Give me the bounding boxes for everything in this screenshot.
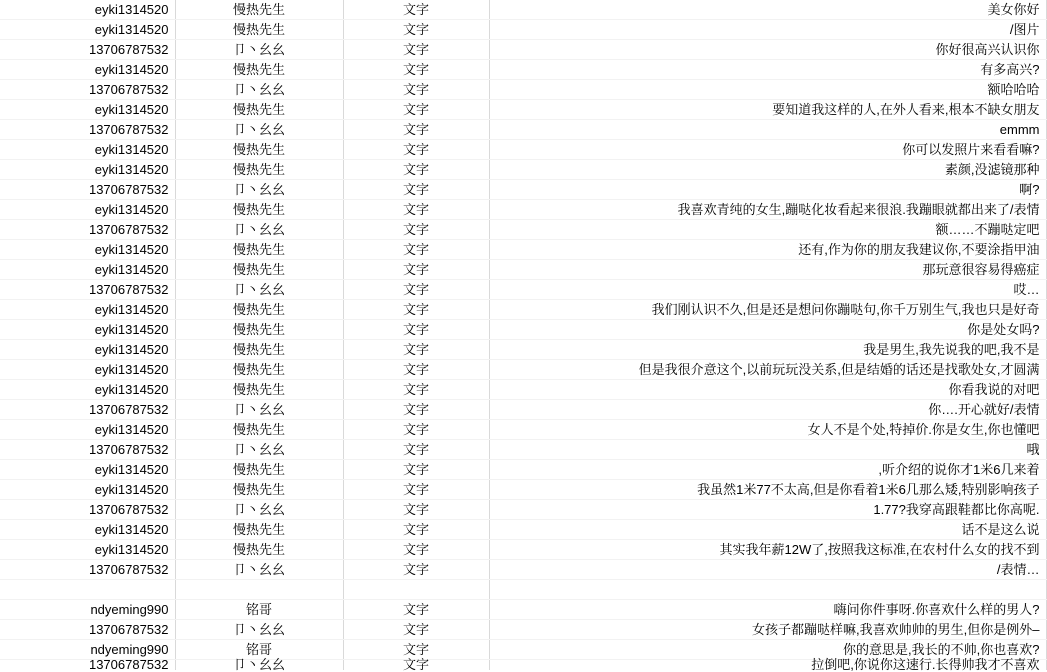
cell-account[interactable]: eyki1314520	[0, 480, 175, 500]
cell-nickname[interactable]: 卩丶幺幺	[175, 220, 343, 240]
cell-account[interactable]	[0, 580, 175, 600]
cell-message[interactable]: 哦	[489, 440, 1046, 460]
cell-account[interactable]: ndyeming990	[0, 640, 175, 660]
cell-type[interactable]: 文字	[343, 400, 489, 420]
table-row[interactable]	[0, 480, 1046, 500]
cell-account[interactable]: eyki1314520	[0, 340, 175, 360]
cell-message[interactable]: 你看我说的对吧	[489, 380, 1046, 400]
cell-nickname[interactable]: 慢热先生	[175, 460, 343, 480]
cell-account[interactable]: eyki1314520	[0, 420, 175, 440]
cell-account[interactable]: eyki1314520	[0, 520, 175, 540]
cell-type[interactable]: 文字	[343, 200, 489, 220]
cell-type[interactable]: 文字	[343, 240, 489, 260]
cell-nickname[interactable]: 慢热先生	[175, 260, 343, 280]
cell-type[interactable]: 文字	[343, 80, 489, 100]
cell-account[interactable]: 13706787532	[0, 560, 175, 580]
cell-account[interactable]: 13706787532	[0, 620, 175, 640]
cell-type[interactable]: 文字	[343, 20, 489, 40]
table-row[interactable]	[0, 660, 1046, 671]
cell-nickname[interactable]: 慢热先生	[175, 480, 343, 500]
cell-nickname[interactable]: 慢热先生	[175, 100, 343, 120]
cell-type[interactable]: 文字	[343, 620, 489, 640]
cell-type[interactable]: 文字	[343, 60, 489, 80]
cell-nickname[interactable]: 卩丶幺幺	[175, 440, 343, 460]
table-row[interactable]	[0, 180, 1046, 200]
table-row[interactable]	[0, 260, 1046, 280]
table-row-spacer[interactable]	[0, 580, 1046, 600]
cell-type[interactable]: 文字	[343, 440, 489, 460]
table-row[interactable]	[0, 560, 1046, 580]
cell-message[interactable]: 你可以发照片来看看嘛?	[489, 140, 1046, 160]
cell-account[interactable]: eyki1314520	[0, 380, 175, 400]
cell-nickname[interactable]: 卩丶幺幺	[175, 80, 343, 100]
cell-nickname[interactable]: 卩丶幺幺	[175, 560, 343, 580]
cell-nickname[interactable]: 卩丶幺幺	[175, 500, 343, 520]
cell-message[interactable]: 你是处女吗?	[489, 320, 1046, 340]
table-row[interactable]	[0, 120, 1046, 140]
table-row[interactable]	[0, 240, 1046, 260]
cell-account[interactable]: eyki1314520	[0, 160, 175, 180]
cell-message[interactable]: 女人不是个处,特掉价.你是女生,你也懂吧	[489, 420, 1046, 440]
cell-message[interactable]: 但是我很介意这个,以前玩玩没关系,但是结婚的话还是找歌处女,才圆满	[489, 360, 1046, 380]
cell-message[interactable]: 啊?	[489, 180, 1046, 200]
cell-nickname[interactable]: 慢热先生	[175, 360, 343, 380]
cell-type[interactable]: 文字	[343, 520, 489, 540]
cell-nickname[interactable]	[175, 580, 343, 600]
cell-message[interactable]: 有多高兴?	[489, 60, 1046, 80]
table-row[interactable]	[0, 40, 1046, 60]
cell-type[interactable]: 文字	[343, 180, 489, 200]
cell-type[interactable]: 文字	[343, 0, 489, 20]
cell-message[interactable]: 要知道我这样的人,在外人看来,根本不缺女朋友	[489, 100, 1046, 120]
cell-account[interactable]: eyki1314520	[0, 460, 175, 480]
table-row[interactable]	[0, 220, 1046, 240]
cell-type[interactable]: 文字	[343, 540, 489, 560]
cell-nickname[interactable]: 卩丶幺幺	[175, 280, 343, 300]
cell-message[interactable]: 还有,作为你的朋友我建议你,不要涂指甲油	[489, 240, 1046, 260]
table-row[interactable]	[0, 380, 1046, 400]
table-row[interactable]	[0, 300, 1046, 320]
cell-type[interactable]: 文字	[343, 340, 489, 360]
cell-message[interactable]: 你….开心就好/表情	[489, 400, 1046, 420]
cell-account[interactable]: eyki1314520	[0, 300, 175, 320]
table-row[interactable]	[0, 500, 1046, 520]
cell-account[interactable]: ndyeming990	[0, 600, 175, 620]
cell-nickname[interactable]: 卩丶幺幺	[175, 660, 343, 671]
cell-type[interactable]: 文字	[343, 460, 489, 480]
cell-account[interactable]: 13706787532	[0, 80, 175, 100]
cell-message[interactable]: 其实我年薪12W了,按照我这标准,在农村什么女的找不到	[489, 540, 1046, 560]
cell-message[interactable]: 我喜欢青纯的女生,蹦哒化妆看起来很浪.我蹦眼就都出来了/表情	[489, 200, 1046, 220]
cell-message[interactable]: /图片	[489, 20, 1046, 40]
cell-type[interactable]: 文字	[343, 660, 489, 671]
cell-account[interactable]: eyki1314520	[0, 320, 175, 340]
cell-account[interactable]: 13706787532	[0, 660, 175, 671]
cell-message[interactable]	[489, 580, 1046, 600]
cell-nickname[interactable]: 卩丶幺幺	[175, 40, 343, 60]
cell-message[interactable]: 你好很高兴认识你	[489, 40, 1046, 60]
table-row[interactable]	[0, 620, 1046, 640]
cell-message[interactable]: 话不是这么说	[489, 520, 1046, 540]
cell-type[interactable]: 文字	[343, 480, 489, 500]
table-row[interactable]	[0, 140, 1046, 160]
cell-type[interactable]: 文字	[343, 600, 489, 620]
cell-type[interactable]: 文字	[343, 420, 489, 440]
cell-nickname[interactable]: 慢热先生	[175, 140, 343, 160]
cell-nickname[interactable]: 慢热先生	[175, 320, 343, 340]
cell-account[interactable]: eyki1314520	[0, 20, 175, 40]
cell-account[interactable]: eyki1314520	[0, 260, 175, 280]
cell-account[interactable]: 13706787532	[0, 180, 175, 200]
cell-account[interactable]: eyki1314520	[0, 360, 175, 380]
cell-message[interactable]: 额……不蹦哒定吧	[489, 220, 1046, 240]
cell-message[interactable]: 我们刚认识不久,但是还是想问你蹦哒句,你千万别生气,我也只是好奇	[489, 300, 1046, 320]
table-row[interactable]	[0, 160, 1046, 180]
cell-nickname[interactable]: 慢热先生	[175, 60, 343, 80]
cell-account[interactable]: 13706787532	[0, 440, 175, 460]
table-row[interactable]	[0, 520, 1046, 540]
cell-nickname[interactable]: 慢热先生	[175, 20, 343, 40]
table-row[interactable]	[0, 80, 1046, 100]
cell-message[interactable]: 美女你好	[489, 0, 1046, 20]
cell-account[interactable]: eyki1314520	[0, 200, 175, 220]
cell-type[interactable]: 文字	[343, 360, 489, 380]
cell-message[interactable]: 额哈哈哈	[489, 80, 1046, 100]
cell-message[interactable]: 女孩子都蹦哒样嘛,我喜欢帅帅的男生,但你是例外–	[489, 620, 1046, 640]
cell-nickname[interactable]: 慢热先生	[175, 160, 343, 180]
cell-nickname[interactable]: 卩丶幺幺	[175, 120, 343, 140]
cell-message[interactable]: ,听介绍的说你才1米6几来着	[489, 460, 1046, 480]
cell-nickname[interactable]: 卩丶幺幺	[175, 400, 343, 420]
cell-account[interactable]: 13706787532	[0, 120, 175, 140]
table-row[interactable]	[0, 280, 1046, 300]
cell-account[interactable]: eyki1314520	[0, 540, 175, 560]
cell-message[interactable]: 嗨问你件事呀.你喜欢什么样的男人?	[489, 600, 1046, 620]
cell-nickname[interactable]: 卩丶幺幺	[175, 180, 343, 200]
cell-account[interactable]: 13706787532	[0, 40, 175, 60]
cell-nickname[interactable]: 慢热先生	[175, 540, 343, 560]
cell-nickname[interactable]: 慢热先生	[175, 420, 343, 440]
cell-message[interactable]: 1.77?我穿高跟鞋都比你高呢.	[489, 500, 1046, 520]
cell-account[interactable]: 13706787532	[0, 500, 175, 520]
table-row[interactable]	[0, 340, 1046, 360]
cell-nickname[interactable]: 慢热先生	[175, 0, 343, 20]
cell-message[interactable]: /表情…	[489, 560, 1046, 580]
cell-account[interactable]: eyki1314520	[0, 100, 175, 120]
cell-message[interactable]: 我虽然1米77不太高,但是你看着1米6几那么矮,特别影响孩子	[489, 480, 1046, 500]
table-row[interactable]	[0, 100, 1046, 120]
cell-type[interactable]: 文字	[343, 160, 489, 180]
cell-account[interactable]: 13706787532	[0, 280, 175, 300]
table-row[interactable]	[0, 60, 1046, 80]
cell-nickname[interactable]: 慢热先生	[175, 300, 343, 320]
cell-account[interactable]: 13706787532	[0, 220, 175, 240]
cell-account[interactable]: 13706787532	[0, 400, 175, 420]
cell-type[interactable]	[343, 580, 489, 600]
table-row[interactable]	[0, 0, 1046, 20]
cell-nickname[interactable]: 卩丶幺幺	[175, 620, 343, 640]
cell-type[interactable]: 文字	[343, 640, 489, 660]
table-row[interactable]	[0, 440, 1046, 460]
cell-type[interactable]: 文字	[343, 320, 489, 340]
cell-account[interactable]: eyki1314520	[0, 0, 175, 20]
table-row[interactable]	[0, 600, 1046, 620]
cell-message[interactable]: 哎…	[489, 280, 1046, 300]
cell-type[interactable]: 文字	[343, 120, 489, 140]
cell-type[interactable]: 文字	[343, 500, 489, 520]
cell-account[interactable]: eyki1314520	[0, 60, 175, 80]
cell-message[interactable]: 拉倒吧,你说你这速行.长得帅我才不喜欢	[489, 660, 1046, 671]
table-row[interactable]	[0, 420, 1046, 440]
cell-nickname[interactable]: 铭哥	[175, 640, 343, 660]
cell-message[interactable]: 素颜,没滤镜那种	[489, 160, 1046, 180]
cell-message[interactable]: 我是男生,我先说我的吧,我不是	[489, 340, 1046, 360]
cell-type[interactable]: 文字	[343, 380, 489, 400]
cell-type[interactable]: 文字	[343, 300, 489, 320]
cell-nickname[interactable]: 慢热先生	[175, 340, 343, 360]
table-row[interactable]	[0, 400, 1046, 420]
table-row[interactable]	[0, 540, 1046, 560]
cell-type[interactable]: 文字	[343, 220, 489, 240]
table-row[interactable]	[0, 360, 1046, 380]
cell-message[interactable]: emmm	[489, 120, 1046, 140]
cell-message[interactable]: 那玩意很容易得癌症	[489, 260, 1046, 280]
cell-type[interactable]: 文字	[343, 260, 489, 280]
cell-nickname[interactable]: 慢热先生	[175, 200, 343, 220]
cell-account[interactable]: eyki1314520	[0, 240, 175, 260]
cell-type[interactable]: 文字	[343, 280, 489, 300]
table-row[interactable]	[0, 460, 1046, 480]
cell-account[interactable]: eyki1314520	[0, 140, 175, 160]
cell-nickname[interactable]: 慢热先生	[175, 520, 343, 540]
table-row[interactable]	[0, 20, 1046, 40]
table-row[interactable]	[0, 320, 1046, 340]
cell-nickname[interactable]: 慢热先生	[175, 240, 343, 260]
cell-type[interactable]: 文字	[343, 140, 489, 160]
cell-message[interactable]: 你的意思是,我长的不帅,你也喜欢?	[489, 640, 1046, 660]
cell-nickname[interactable]: 铭哥	[175, 600, 343, 620]
table-row[interactable]	[0, 200, 1046, 220]
cell-nickname[interactable]: 慢热先生	[175, 380, 343, 400]
cell-type[interactable]: 文字	[343, 100, 489, 120]
cell-type[interactable]: 文字	[343, 560, 489, 580]
cell-type[interactable]: 文字	[343, 40, 489, 60]
